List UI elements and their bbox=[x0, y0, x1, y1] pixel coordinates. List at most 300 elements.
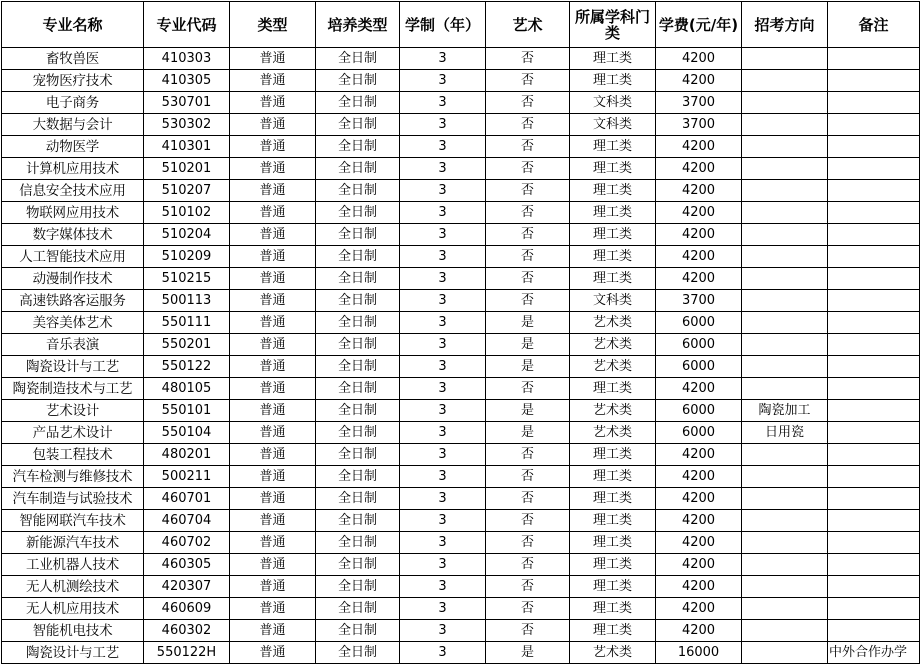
training-type-cell: 全日制 bbox=[316, 136, 400, 158]
discipline-cell: 理工类 bbox=[570, 510, 656, 532]
remarks-cell bbox=[828, 70, 920, 92]
direction-cell bbox=[742, 290, 828, 312]
major-code-cell: 510204 bbox=[144, 224, 230, 246]
table-row bbox=[2, 334, 920, 356]
major-name-cell: 计算机应用技术 bbox=[2, 158, 144, 180]
training-type-cell: 全日制 bbox=[316, 224, 400, 246]
training-type-cell: 全日制 bbox=[316, 400, 400, 422]
discipline-cell: 理工类 bbox=[570, 576, 656, 598]
discipline-cell: 理工类 bbox=[570, 202, 656, 224]
major-name-cell: 人工智能技术应用 bbox=[2, 246, 144, 268]
type-cell: 普通 bbox=[230, 290, 316, 312]
training-type-cell: 全日制 bbox=[316, 158, 400, 180]
table-row bbox=[2, 136, 920, 158]
table-row bbox=[2, 598, 920, 620]
table-row bbox=[2, 576, 920, 598]
major-code-cell: 410301 bbox=[144, 136, 230, 158]
major-code-cell: 500211 bbox=[144, 466, 230, 488]
header-direction: 招考方向 bbox=[742, 2, 828, 48]
remarks-cell bbox=[828, 620, 920, 642]
tuition-cell: 4200 bbox=[656, 202, 742, 224]
type-cell: 普通 bbox=[230, 158, 316, 180]
table-row bbox=[2, 312, 920, 334]
table-row bbox=[2, 202, 920, 224]
major-code-cell: 420307 bbox=[144, 576, 230, 598]
duration-cell: 3 bbox=[400, 180, 486, 202]
type-cell: 普通 bbox=[230, 466, 316, 488]
tuition-cell: 4200 bbox=[656, 554, 742, 576]
art-cell: 是 bbox=[486, 642, 570, 664]
discipline-cell: 理工类 bbox=[570, 158, 656, 180]
direction-cell bbox=[742, 202, 828, 224]
direction-cell: 陶瓷加工 bbox=[742, 400, 828, 422]
direction-cell bbox=[742, 136, 828, 158]
training-type-cell: 全日制 bbox=[316, 510, 400, 532]
tuition-cell: 6000 bbox=[656, 422, 742, 444]
art-cell: 否 bbox=[486, 290, 570, 312]
discipline-cell: 理工类 bbox=[570, 620, 656, 642]
type-cell: 普通 bbox=[230, 576, 316, 598]
duration-cell: 3 bbox=[400, 510, 486, 532]
major-name-cell: 产品艺术设计 bbox=[2, 422, 144, 444]
discipline-cell: 理工类 bbox=[570, 268, 656, 290]
art-cell: 否 bbox=[486, 532, 570, 554]
training-type-cell: 全日制 bbox=[316, 202, 400, 224]
type-cell: 普通 bbox=[230, 488, 316, 510]
major-name-cell: 数字媒体技术 bbox=[2, 224, 144, 246]
type-cell: 普通 bbox=[230, 554, 316, 576]
type-cell: 普通 bbox=[230, 48, 316, 70]
training-type-cell: 全日制 bbox=[316, 620, 400, 642]
table-row bbox=[2, 466, 920, 488]
direction-cell bbox=[742, 378, 828, 400]
major-name-cell: 动漫制作技术 bbox=[2, 268, 144, 290]
remarks-cell bbox=[828, 224, 920, 246]
discipline-cell: 艺术类 bbox=[570, 642, 656, 664]
direction-cell bbox=[742, 246, 828, 268]
table-row bbox=[2, 488, 920, 510]
art-cell: 否 bbox=[486, 444, 570, 466]
table-body bbox=[2, 48, 920, 664]
tuition-cell: 4200 bbox=[656, 598, 742, 620]
art-cell: 否 bbox=[486, 268, 570, 290]
major-code-cell: 460701 bbox=[144, 488, 230, 510]
art-cell: 否 bbox=[486, 92, 570, 114]
major-code-cell: 510201 bbox=[144, 158, 230, 180]
table-row bbox=[2, 48, 920, 70]
remarks-cell bbox=[828, 158, 920, 180]
tuition-cell: 4200 bbox=[656, 268, 742, 290]
duration-cell: 3 bbox=[400, 466, 486, 488]
type-cell: 普通 bbox=[230, 620, 316, 642]
tuition-cell: 4200 bbox=[656, 444, 742, 466]
type-cell: 普通 bbox=[230, 224, 316, 246]
major-name-cell: 信息安全技术应用 bbox=[2, 180, 144, 202]
tuition-cell: 4200 bbox=[656, 576, 742, 598]
art-cell: 否 bbox=[486, 620, 570, 642]
table-row bbox=[2, 180, 920, 202]
art-cell: 否 bbox=[486, 224, 570, 246]
type-cell: 普通 bbox=[230, 312, 316, 334]
discipline-cell: 理工类 bbox=[570, 246, 656, 268]
header-major-code: 专业代码 bbox=[144, 2, 230, 48]
header-discipline: 所属学科门类 bbox=[570, 2, 656, 48]
discipline-cell: 理工类 bbox=[570, 70, 656, 92]
remarks-cell bbox=[828, 268, 920, 290]
remarks-cell bbox=[828, 422, 920, 444]
direction-cell bbox=[742, 92, 828, 114]
tuition-cell: 6000 bbox=[656, 334, 742, 356]
art-cell: 否 bbox=[486, 48, 570, 70]
art-cell: 否 bbox=[486, 158, 570, 180]
type-cell: 普通 bbox=[230, 444, 316, 466]
direction-cell bbox=[742, 48, 828, 70]
table-row bbox=[2, 268, 920, 290]
direction-cell: 日用瓷 bbox=[742, 422, 828, 444]
type-cell: 普通 bbox=[230, 510, 316, 532]
major-name-cell: 美容美体艺术 bbox=[2, 312, 144, 334]
discipline-cell: 理工类 bbox=[570, 378, 656, 400]
duration-cell: 3 bbox=[400, 158, 486, 180]
major-code-cell: 460702 bbox=[144, 532, 230, 554]
duration-cell: 3 bbox=[400, 70, 486, 92]
tuition-cell: 4200 bbox=[656, 532, 742, 554]
training-type-cell: 全日制 bbox=[316, 488, 400, 510]
table-row bbox=[2, 400, 920, 422]
duration-cell: 3 bbox=[400, 356, 486, 378]
art-cell: 否 bbox=[486, 246, 570, 268]
table-row bbox=[2, 290, 920, 312]
remarks-cell bbox=[828, 466, 920, 488]
tuition-cell: 6000 bbox=[656, 312, 742, 334]
major-code-cell: 550201 bbox=[144, 334, 230, 356]
table-row bbox=[2, 620, 920, 642]
major-name-cell: 陶瓷制造技术与工艺 bbox=[2, 378, 144, 400]
direction-cell bbox=[742, 532, 828, 554]
major-name-cell: 陶瓷设计与工艺 bbox=[2, 356, 144, 378]
duration-cell: 3 bbox=[400, 92, 486, 114]
tuition-cell: 4200 bbox=[656, 246, 742, 268]
majors-table bbox=[1, 1, 920, 664]
art-cell: 否 bbox=[486, 466, 570, 488]
table-row bbox=[2, 422, 920, 444]
header-type: 类型 bbox=[230, 2, 316, 48]
art-cell: 否 bbox=[486, 576, 570, 598]
art-cell: 否 bbox=[486, 378, 570, 400]
duration-cell: 3 bbox=[400, 598, 486, 620]
art-cell: 否 bbox=[486, 510, 570, 532]
header-duration: 学制（年） bbox=[400, 2, 486, 48]
duration-cell: 3 bbox=[400, 290, 486, 312]
direction-cell bbox=[742, 356, 828, 378]
remarks-cell bbox=[828, 598, 920, 620]
tuition-cell: 4200 bbox=[656, 48, 742, 70]
duration-cell: 3 bbox=[400, 224, 486, 246]
type-cell: 普通 bbox=[230, 378, 316, 400]
remarks-cell bbox=[828, 334, 920, 356]
major-name-cell: 电子商务 bbox=[2, 92, 144, 114]
major-code-cell: 550122 bbox=[144, 356, 230, 378]
major-name-cell: 包装工程技术 bbox=[2, 444, 144, 466]
tuition-cell: 3700 bbox=[656, 290, 742, 312]
remarks-cell bbox=[828, 48, 920, 70]
duration-cell: 3 bbox=[400, 312, 486, 334]
training-type-cell: 全日制 bbox=[316, 576, 400, 598]
major-name-cell: 高速铁路客运服务 bbox=[2, 290, 144, 312]
duration-cell: 3 bbox=[400, 334, 486, 356]
header-art: 艺术 bbox=[486, 2, 570, 48]
major-name-cell: 畜牧兽医 bbox=[2, 48, 144, 70]
training-type-cell: 全日制 bbox=[316, 180, 400, 202]
type-cell: 普通 bbox=[230, 334, 316, 356]
major-name-cell: 动物医学 bbox=[2, 136, 144, 158]
direction-cell bbox=[742, 620, 828, 642]
tuition-cell: 4200 bbox=[656, 70, 742, 92]
tuition-cell: 4200 bbox=[656, 488, 742, 510]
training-type-cell: 全日制 bbox=[316, 466, 400, 488]
training-type-cell: 全日制 bbox=[316, 422, 400, 444]
training-type-cell: 全日制 bbox=[316, 334, 400, 356]
art-cell: 否 bbox=[486, 70, 570, 92]
training-type-cell: 全日制 bbox=[316, 92, 400, 114]
table-row bbox=[2, 532, 920, 554]
tuition-cell: 4200 bbox=[656, 136, 742, 158]
table-row bbox=[2, 356, 920, 378]
direction-cell bbox=[742, 444, 828, 466]
major-code-cell: 460609 bbox=[144, 598, 230, 620]
direction-cell bbox=[742, 180, 828, 202]
major-code-cell: 410305 bbox=[144, 70, 230, 92]
art-cell: 否 bbox=[486, 180, 570, 202]
major-name-cell: 无人机应用技术 bbox=[2, 598, 144, 620]
tuition-cell: 4200 bbox=[656, 180, 742, 202]
discipline-cell: 艺术类 bbox=[570, 312, 656, 334]
discipline-cell: 理工类 bbox=[570, 136, 656, 158]
training-type-cell: 全日制 bbox=[316, 70, 400, 92]
direction-cell bbox=[742, 466, 828, 488]
major-code-cell: 530701 bbox=[144, 92, 230, 114]
direction-cell bbox=[742, 510, 828, 532]
art-cell: 是 bbox=[486, 356, 570, 378]
art-cell: 否 bbox=[486, 488, 570, 510]
direction-cell bbox=[742, 488, 828, 510]
training-type-cell: 全日制 bbox=[316, 532, 400, 554]
major-name-cell: 智能机电技术 bbox=[2, 620, 144, 642]
remarks-cell bbox=[828, 510, 920, 532]
remarks-cell bbox=[828, 246, 920, 268]
remarks-cell bbox=[828, 136, 920, 158]
discipline-cell: 理工类 bbox=[570, 224, 656, 246]
discipline-cell: 理工类 bbox=[570, 48, 656, 70]
major-name-cell: 艺术设计 bbox=[2, 400, 144, 422]
duration-cell: 3 bbox=[400, 642, 486, 664]
tuition-cell: 4200 bbox=[656, 620, 742, 642]
remarks-cell bbox=[828, 180, 920, 202]
tuition-cell: 4200 bbox=[656, 510, 742, 532]
training-type-cell: 全日制 bbox=[316, 48, 400, 70]
direction-cell bbox=[742, 268, 828, 290]
remarks-cell bbox=[828, 576, 920, 598]
training-type-cell: 全日制 bbox=[316, 246, 400, 268]
direction-cell bbox=[742, 554, 828, 576]
type-cell: 普通 bbox=[230, 92, 316, 114]
table-row bbox=[2, 554, 920, 576]
discipline-cell: 文科类 bbox=[570, 114, 656, 136]
art-cell: 否 bbox=[486, 554, 570, 576]
major-code-cell: 510207 bbox=[144, 180, 230, 202]
direction-cell bbox=[742, 114, 828, 136]
type-cell: 普通 bbox=[230, 356, 316, 378]
direction-cell bbox=[742, 576, 828, 598]
major-name-cell: 宠物医疗技术 bbox=[2, 70, 144, 92]
direction-cell bbox=[742, 334, 828, 356]
major-name-cell: 工业机器人技术 bbox=[2, 554, 144, 576]
major-code-cell: 510215 bbox=[144, 268, 230, 290]
header-major-name: 专业名称 bbox=[2, 2, 144, 48]
table-row bbox=[2, 444, 920, 466]
duration-cell: 3 bbox=[400, 444, 486, 466]
major-name-cell: 汽车制造与试验技术 bbox=[2, 488, 144, 510]
header-row bbox=[2, 2, 920, 48]
major-code-cell: 410303 bbox=[144, 48, 230, 70]
type-cell: 普通 bbox=[230, 180, 316, 202]
major-code-cell: 510102 bbox=[144, 202, 230, 224]
duration-cell: 3 bbox=[400, 136, 486, 158]
type-cell: 普通 bbox=[230, 642, 316, 664]
art-cell: 是 bbox=[486, 312, 570, 334]
duration-cell: 3 bbox=[400, 202, 486, 224]
table-row bbox=[2, 642, 920, 664]
discipline-cell: 艺术类 bbox=[570, 400, 656, 422]
table-row bbox=[2, 378, 920, 400]
remarks-cell bbox=[828, 312, 920, 334]
duration-cell: 3 bbox=[400, 378, 486, 400]
discipline-cell: 理工类 bbox=[570, 444, 656, 466]
training-type-cell: 全日制 bbox=[316, 444, 400, 466]
tuition-cell: 4200 bbox=[656, 378, 742, 400]
direction-cell bbox=[742, 312, 828, 334]
major-code-cell: 460704 bbox=[144, 510, 230, 532]
duration-cell: 3 bbox=[400, 488, 486, 510]
training-type-cell: 全日制 bbox=[316, 554, 400, 576]
training-type-cell: 全日制 bbox=[316, 114, 400, 136]
art-cell: 是 bbox=[486, 334, 570, 356]
art-cell: 是 bbox=[486, 422, 570, 444]
discipline-cell: 理工类 bbox=[570, 532, 656, 554]
tuition-cell: 3700 bbox=[656, 92, 742, 114]
direction-cell bbox=[742, 158, 828, 180]
discipline-cell: 理工类 bbox=[570, 180, 656, 202]
discipline-cell: 艺术类 bbox=[570, 356, 656, 378]
remarks-cell bbox=[828, 92, 920, 114]
tuition-cell: 6000 bbox=[656, 356, 742, 378]
tuition-cell: 4200 bbox=[656, 224, 742, 246]
remarks-cell bbox=[828, 378, 920, 400]
type-cell: 普通 bbox=[230, 70, 316, 92]
duration-cell: 3 bbox=[400, 268, 486, 290]
type-cell: 普通 bbox=[230, 202, 316, 224]
remarks-cell bbox=[828, 488, 920, 510]
tuition-cell: 4200 bbox=[656, 158, 742, 180]
duration-cell: 3 bbox=[400, 576, 486, 598]
major-code-cell: 480201 bbox=[144, 444, 230, 466]
duration-cell: 3 bbox=[400, 400, 486, 422]
duration-cell: 3 bbox=[400, 246, 486, 268]
remarks-cell bbox=[828, 356, 920, 378]
table-row bbox=[2, 246, 920, 268]
training-type-cell: 全日制 bbox=[316, 642, 400, 664]
remarks-cell bbox=[828, 532, 920, 554]
table-row bbox=[2, 158, 920, 180]
tuition-cell: 3700 bbox=[656, 114, 742, 136]
table-row bbox=[2, 70, 920, 92]
remarks-cell bbox=[828, 114, 920, 136]
discipline-cell: 文科类 bbox=[570, 92, 656, 114]
training-type-cell: 全日制 bbox=[316, 268, 400, 290]
duration-cell: 3 bbox=[400, 554, 486, 576]
tuition-cell: 4200 bbox=[656, 466, 742, 488]
header-remarks: 备注 bbox=[828, 2, 920, 48]
discipline-cell: 理工类 bbox=[570, 554, 656, 576]
type-cell: 普通 bbox=[230, 598, 316, 620]
duration-cell: 3 bbox=[400, 532, 486, 554]
major-code-cell: 510209 bbox=[144, 246, 230, 268]
duration-cell: 3 bbox=[400, 114, 486, 136]
remarks-cell: 中外合作办学 bbox=[828, 642, 920, 664]
remarks-cell bbox=[828, 290, 920, 312]
training-type-cell: 全日制 bbox=[316, 598, 400, 620]
table-header bbox=[2, 2, 920, 48]
table-row bbox=[2, 114, 920, 136]
discipline-cell: 文科类 bbox=[570, 290, 656, 312]
remarks-cell bbox=[828, 554, 920, 576]
direction-cell bbox=[742, 598, 828, 620]
major-name-cell: 新能源汽车技术 bbox=[2, 532, 144, 554]
art-cell: 否 bbox=[486, 598, 570, 620]
discipline-cell: 理工类 bbox=[570, 488, 656, 510]
discipline-cell: 理工类 bbox=[570, 598, 656, 620]
duration-cell: 3 bbox=[400, 620, 486, 642]
art-cell: 否 bbox=[486, 114, 570, 136]
major-code-cell: 460302 bbox=[144, 620, 230, 642]
major-name-cell: 智能网联汽车技术 bbox=[2, 510, 144, 532]
major-name-cell: 陶瓷设计与工艺 bbox=[2, 642, 144, 664]
tuition-cell: 6000 bbox=[656, 400, 742, 422]
major-name-cell: 无人机测绘技术 bbox=[2, 576, 144, 598]
major-code-cell: 530302 bbox=[144, 114, 230, 136]
training-type-cell: 全日制 bbox=[316, 312, 400, 334]
tuition-cell: 16000 bbox=[656, 642, 742, 664]
type-cell: 普通 bbox=[230, 136, 316, 158]
major-name-cell: 物联网应用技术 bbox=[2, 202, 144, 224]
art-cell: 否 bbox=[486, 202, 570, 224]
duration-cell: 3 bbox=[400, 48, 486, 70]
major-code-cell: 480105 bbox=[144, 378, 230, 400]
discipline-cell: 艺术类 bbox=[570, 334, 656, 356]
remarks-cell bbox=[828, 202, 920, 224]
type-cell: 普通 bbox=[230, 400, 316, 422]
header-training-type: 培养类型 bbox=[316, 2, 400, 48]
discipline-cell: 理工类 bbox=[570, 466, 656, 488]
table-row bbox=[2, 510, 920, 532]
major-name-cell: 音乐表演 bbox=[2, 334, 144, 356]
type-cell: 普通 bbox=[230, 268, 316, 290]
art-cell: 否 bbox=[486, 136, 570, 158]
training-type-cell: 全日制 bbox=[316, 356, 400, 378]
major-code-cell: 500113 bbox=[144, 290, 230, 312]
table-row bbox=[2, 92, 920, 114]
remarks-cell bbox=[828, 400, 920, 422]
